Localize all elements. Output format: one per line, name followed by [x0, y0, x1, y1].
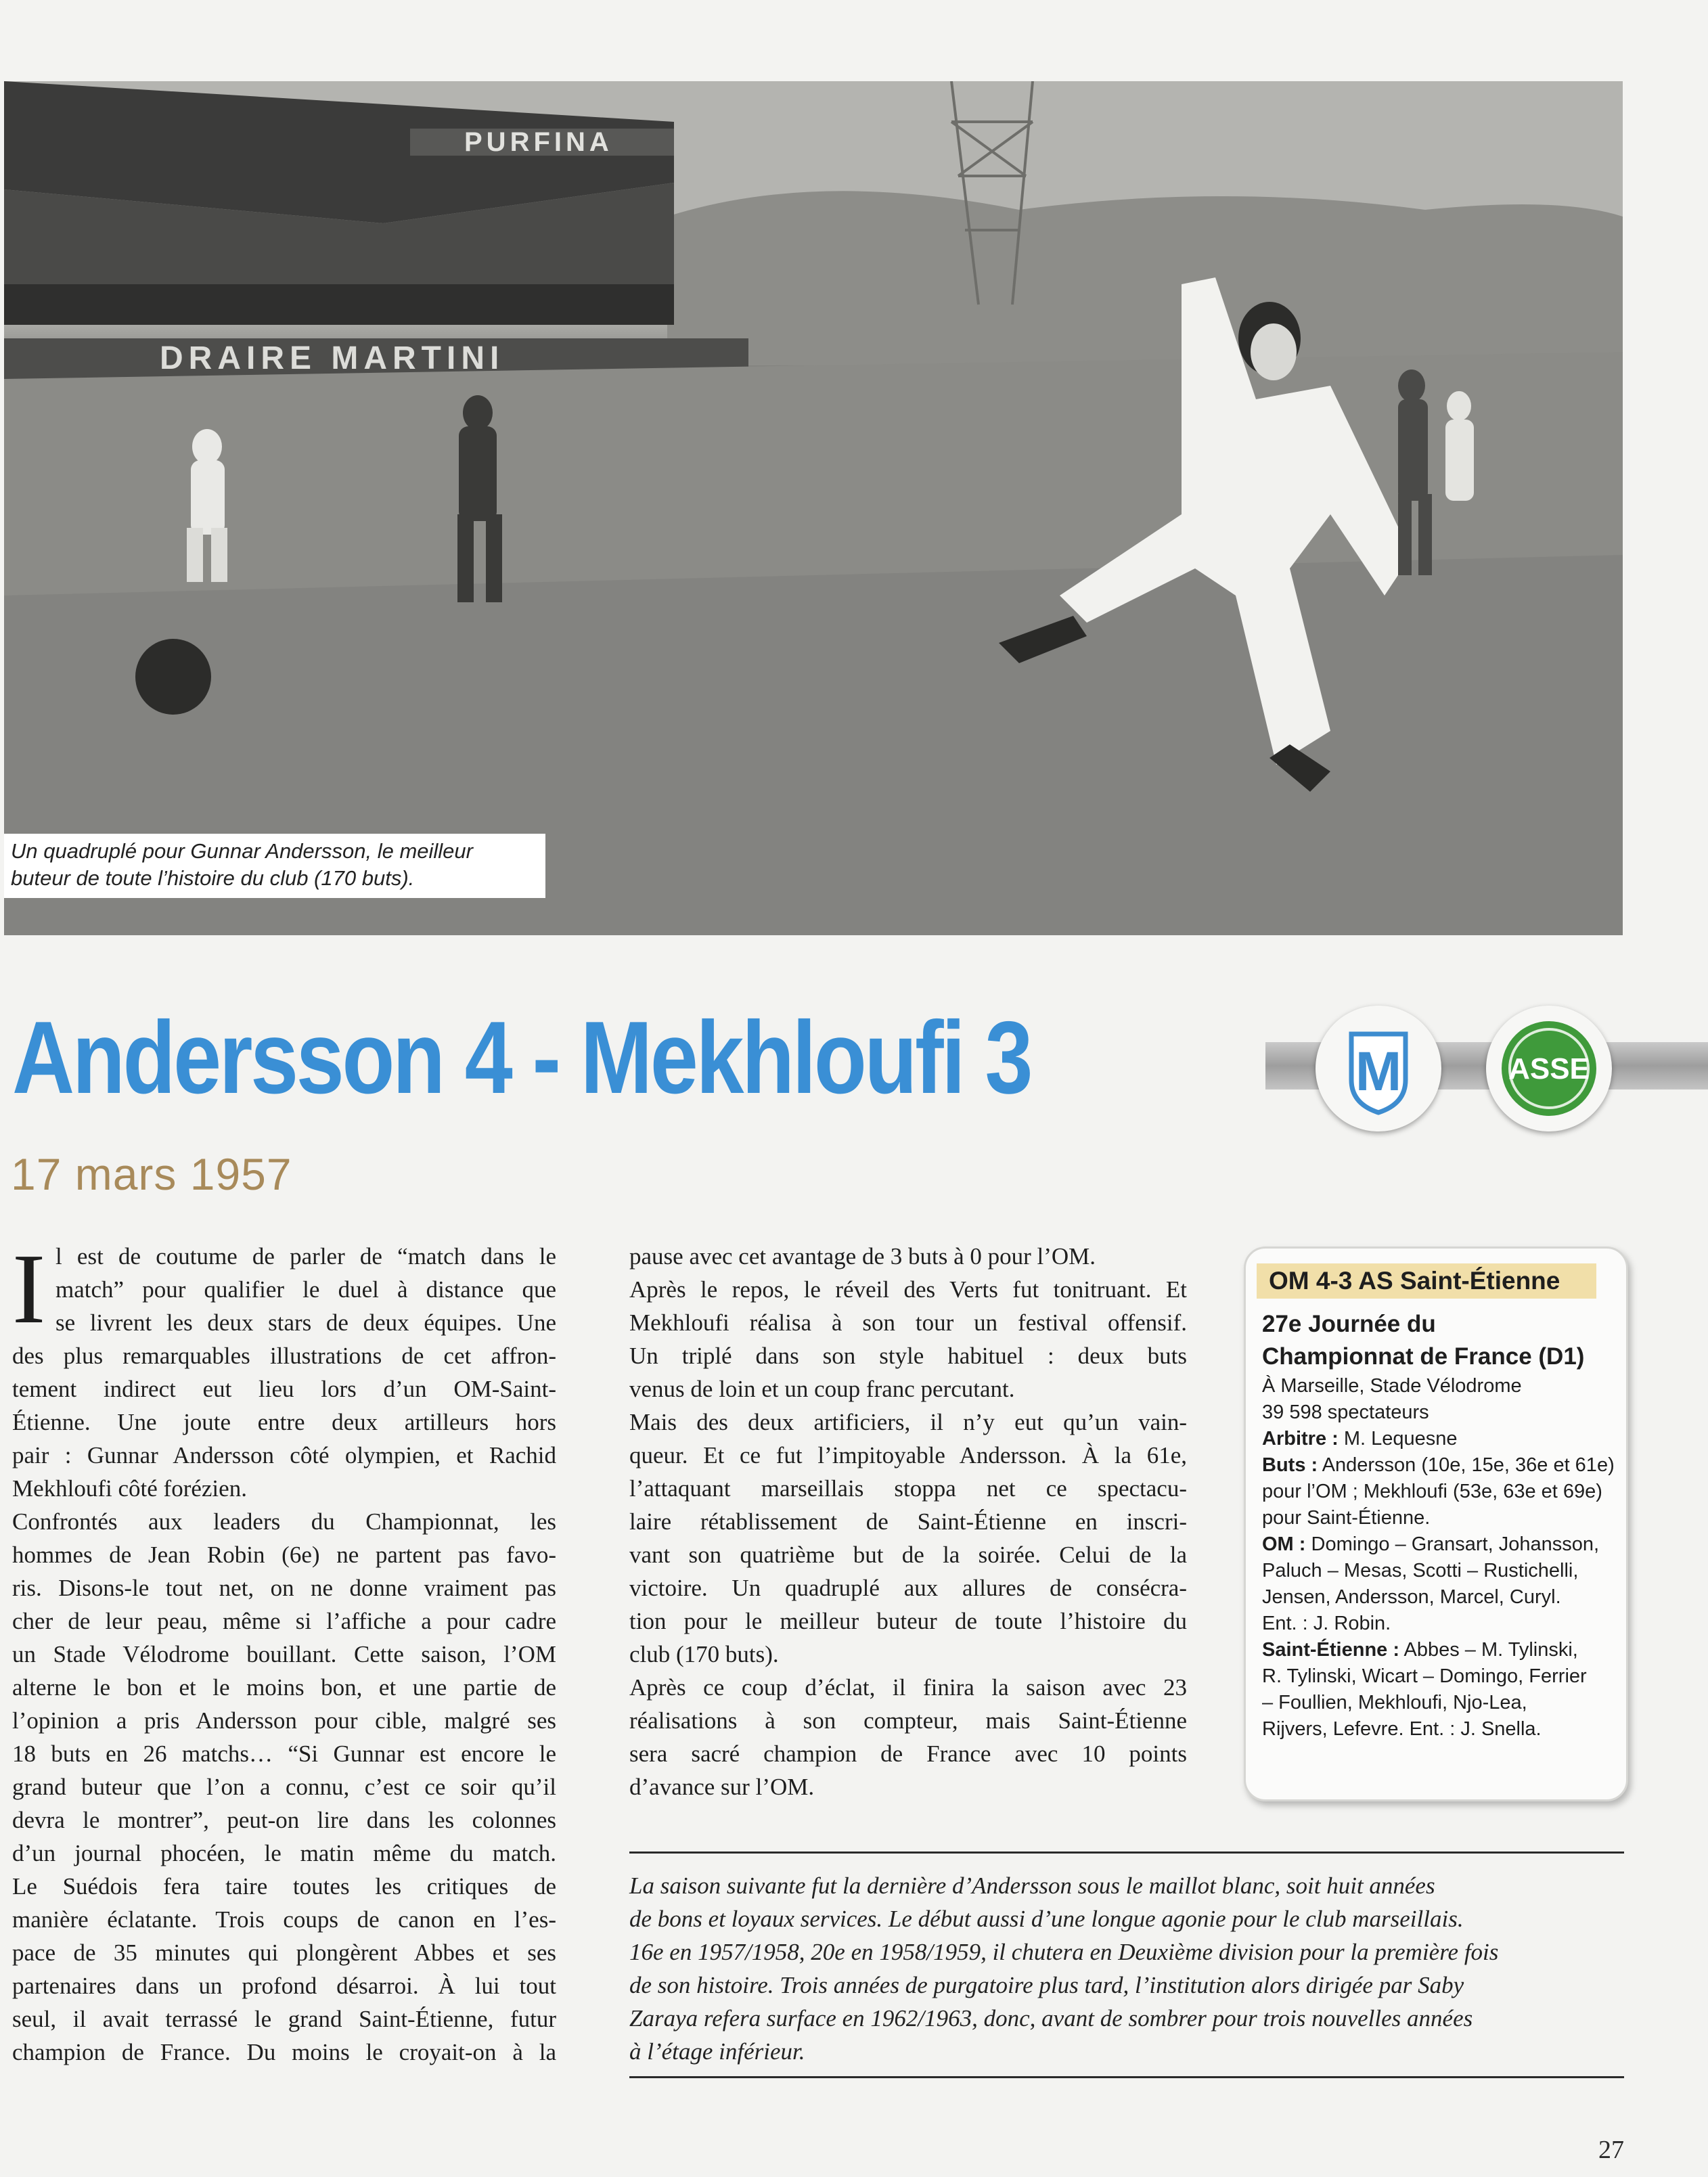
om-lineup-line: Paluch – Mesas, Scotti – Rustichelli,: [1262, 1560, 1579, 1581]
asse-logo-text: ASSE: [1508, 1052, 1590, 1085]
dropcap-letter: I: [12, 1234, 46, 1345]
text-line: queur. Et ce fut l’impitoyable Andersson. À la 61e,: [629, 1442, 1187, 1468]
referee-label: Arbitre :: [1262, 1428, 1339, 1450]
text-line: se livrent les deux stars de deux équipes. Une: [55, 1309, 556, 1336]
epilogue-line: de son histoire. Trois années de purgatoire plus tard, l’institution alors dirigée par Saby: [629, 1972, 1464, 1998]
text-line: Un triplé dans son style habituel : deux buts: [629, 1343, 1187, 1369]
text-line: devra le montrer”, peut-on lire dans les colonnes: [12, 1807, 556, 1833]
text-line: des plus remarquables illustrations de cet affron-: [12, 1343, 556, 1369]
text-line: tion pour le meilleur buteur de toute l’histoire du: [629, 1608, 1187, 1634]
text-line: Mekhloufi réalisa à son tour un festival offensif.: [629, 1309, 1187, 1336]
referee-name: M. Lequesne: [1343, 1428, 1458, 1450]
text-line: un Stade Vélodrome bouillant. Cette saison, l’OM: [12, 1641, 556, 1667]
goals-line: Andersson (10e, 15e, 36e et 61e): [1322, 1454, 1615, 1476]
text-line: venus de loin et un coup franc percutant.: [629, 1376, 1015, 1402]
text-line: Étienne. Une joute entre deux artilleurs hors: [12, 1409, 556, 1435]
asse-club-logo: [1486, 1006, 1612, 1131]
om-logo-letter: M: [1355, 1041, 1402, 1102]
text-line: Mais des deux artificiers, il n’y eut qu’un vain-: [629, 1409, 1187, 1435]
caption-line: buteur de toute l’histoire du club (170 buts).: [11, 866, 415, 890]
text-line: l est de coutume de parler de “match dans le: [55, 1243, 556, 1270]
om-lineup-line: Domingo – Gransart, Johansson,: [1311, 1533, 1600, 1555]
text-line: vant son quatrième but de la soirée. Celui de la: [629, 1542, 1187, 1568]
match-summary-box: [1244, 1247, 1628, 1801]
venue: À Marseille, Stade Vélodrome: [1262, 1375, 1522, 1397]
text-line: partenaires dans un profond désarroi. À lui tout: [12, 1973, 556, 1999]
om-lineup-line: Ent. : J. Robin.: [1262, 1613, 1391, 1634]
text-line: hommes de Jean Robin (6e) ne partent pas favo-: [12, 1542, 556, 1568]
text-line: manière éclatante. Trois coups de canon en l’es-: [12, 1906, 556, 1933]
article-column-2: [629, 1240, 1187, 1803]
text-line: club (170 buts).: [629, 1641, 779, 1667]
article-headline: Andersson 4 - Mekhloufi 3: [12, 1000, 1031, 1115]
article-column-1: [12, 1234, 556, 2069]
goals-line: pour l’OM ; Mekhloufi (53e, 63e et 69e): [1262, 1481, 1602, 1502]
epilogue-top-rule: [629, 1851, 1624, 1854]
photo-caption: [4, 834, 545, 898]
om-lineup-line: Jensen, Andersson, Marcel, Curyl.: [1262, 1586, 1561, 1608]
text-line: l’opinion a pris Andersson pour cible, malgré ses: [12, 1707, 556, 1734]
page-number: 27: [1598, 2136, 1624, 2164]
epilogue-line: La saison suivante fut la dernière d’Andersson sous le maillot blanc, soit huit années: [629, 1872, 1435, 1899]
text-line: ris. Disons-le tout net, on ne donne vraiment pas: [12, 1575, 556, 1601]
match-score-title: OM 4-3 AS Saint-Étienne: [1257, 1263, 1596, 1299]
epilogue-bottom-rule: [629, 2076, 1624, 2078]
advertising-board: DRAIRE MARTINI: [160, 340, 505, 376]
text-line: Le Suédois fera taire toutes les critiques de: [12, 1873, 556, 1900]
text-line: Confrontés aux leaders du Championnat, les: [12, 1508, 556, 1535]
text-line: sera sacré champion de France avec 10 points: [629, 1741, 1187, 1767]
om-club-logo: [1316, 1006, 1441, 1131]
epilogue-line: 16e en 1957/1958, 20e en 1958/1959, il chutera en Deuxième division pour la première fois: [629, 1939, 1499, 1965]
text-line: l’attaquant marseillais stoppa net ce spectacu-: [629, 1475, 1187, 1502]
caption-line: Un quadruplé pour Gunnar Andersson, le meilleur: [11, 839, 473, 863]
text-line: match” pour qualifier le duel à distance que: [55, 1276, 556, 1303]
goals-row: [1262, 1452, 1618, 1479]
se-lineup-line: – Foullien, Mekhloufi, Njo-Lea,: [1262, 1692, 1527, 1713]
goals-label: Buts :: [1262, 1454, 1318, 1476]
text-line: grand buteur que l’on a connu, c’est ce soir qu’il: [12, 1774, 556, 1800]
text-line: laire rétablissement de Saint-Étienne en inscri-: [629, 1508, 1187, 1535]
text-line: champion de France. Du moins le croyait-on à la: [12, 2039, 556, 2065]
match-photo: [4, 81, 1623, 935]
attendance: 39 598 spectateurs: [1262, 1401, 1429, 1423]
text-line: seul, il avait terrassé le grand Saint-Étienne, futur: [12, 2006, 556, 2032]
om-label: OM :: [1262, 1533, 1306, 1555]
text-line: d’un journal phocéen, le matin même du match.: [12, 1840, 556, 1866]
text-line: cher de leur peau, même si l’affiche a pour cadre: [12, 1608, 556, 1634]
competition-line: 27e Journée du: [1262, 1311, 1436, 1337]
epilogue-line: à l’étage inférieur.: [629, 2038, 805, 2065]
referee-row: [1262, 1426, 1618, 1452]
text-line: 18 buts en 26 matchs… “Si Gunnar est encore le: [12, 1741, 556, 1767]
om-lineup-row: [1262, 1531, 1618, 1558]
stand-sign: PURFINA: [464, 127, 613, 157]
text-line: réalisations à son compteur, mais Saint-Étienne: [629, 1707, 1187, 1734]
se-lineup-row: [1262, 1637, 1618, 1663]
epilogue-line: de bons et loyaux services. Le début aussi d’une longue agonie pour le club marseillais.: [629, 1906, 1464, 1932]
goals-line: pour Saint-Étienne.: [1262, 1507, 1431, 1529]
match-photo-illustration: [4, 81, 1623, 935]
text-line: Après ce coup d’éclat, il finira la saison avec 23: [629, 1674, 1187, 1701]
text-line: Après le repos, le réveil des Verts fut tonitruant. Et: [629, 1276, 1187, 1303]
text-line: tement indirect eut lieu lors d’un OM-Saint-: [12, 1376, 556, 1402]
text-line: pace de 35 minutes qui plongèrent Abbes et ses: [12, 1939, 556, 1966]
text-line: Mekhloufi côté forézien.: [12, 1475, 247, 1502]
epilogue-text: [629, 1869, 1624, 2068]
text-line: victoire. Un quadruplé aux allures de consécra-: [629, 1575, 1187, 1601]
article-date: 17 mars 1957: [11, 1149, 292, 1199]
text-line: d’avance sur l’OM.: [629, 1774, 815, 1800]
epilogue-line: Zaraya refera surface en 1962/1963, donc, avant de sombrer pour trois nouvelles années: [629, 2005, 1473, 2032]
text-line: pause avec cet avantage de 3 buts à 0 pour l’OM.: [629, 1243, 1096, 1270]
competition-line: Championnat de France (D1): [1262, 1343, 1585, 1370]
text-line: alterne le bon et le moins bon, et une partie de: [12, 1674, 556, 1701]
se-lineup-line: R. Tylinski, Wicart – Domingo, Ferrier: [1262, 1665, 1587, 1687]
se-label: Saint-Étienne :: [1262, 1639, 1400, 1661]
text-line: pair : Gunnar Andersson côté olympien, et Rachid: [12, 1442, 556, 1468]
se-lineup-line: Abbes – M. Tylinski,: [1403, 1639, 1578, 1661]
se-lineup-line: Rijvers, Lefevre. Ent. : J. Snella.: [1262, 1718, 1542, 1740]
